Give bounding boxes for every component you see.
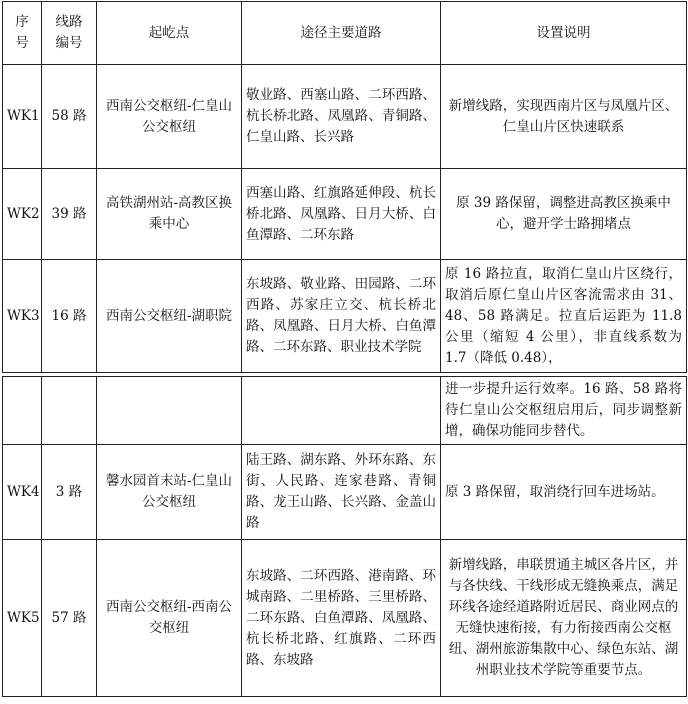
row-endpoints: 西南公交枢纽-西南公交枢纽 bbox=[97, 540, 242, 697]
row-roads: 西塞山路、红旗路延伸段、杭长桥北路、凤凰路、日月大桥、白鱼潭路、二环东路 bbox=[242, 169, 441, 260]
row-notes: 原 39 路保留，调整进高教区换乘中心，避开学士路拥堵点 bbox=[441, 169, 687, 260]
row-id: WK3 bbox=[3, 260, 42, 373]
table-header-row bbox=[3, 2, 687, 65]
table-row bbox=[3, 445, 687, 540]
row-roads: 敬业路、西塞山路、二环西路、杭长桥北路、凤凰路、青铜路、仁皇山路、长兴路 bbox=[242, 65, 441, 169]
header-endpoints: 起屹点 bbox=[97, 2, 242, 65]
header-line-code: 线路编号 bbox=[42, 2, 97, 65]
row-notes: 原 3 路保留，取消绕行回车进场站。 bbox=[441, 445, 687, 540]
header-seq: 序号 bbox=[3, 2, 42, 65]
row-endpoints: 高铁湖州站-高教区换乘中心 bbox=[97, 169, 242, 260]
row-id: WK5 bbox=[3, 540, 42, 697]
table-row bbox=[3, 169, 687, 260]
row-notes-continued: 进一步提升运行效率。16 路、58 路将待仁皇山公交枢纽启用后，同步调整新增，确保功能同步替代。 bbox=[441, 377, 687, 445]
row-line: 58 路 bbox=[42, 65, 97, 169]
row-id: WK2 bbox=[3, 169, 42, 260]
table-row bbox=[3, 540, 687, 697]
row-line: 39 路 bbox=[42, 169, 97, 260]
row-notes: 新增线路，串联贯通主城区各片区，并与各快线、干线形成无缝换乘点，满足环线各途经道路附近居民、商业网点的无缝快速衔接，有力衔接西南公交枢纽、湖州旅游集散中心、绿色东站、湖州职业技术学院等重要节点。 bbox=[441, 540, 687, 697]
row-id: WK1 bbox=[3, 65, 42, 169]
route-table-bottom bbox=[2, 376, 687, 697]
row-line: 57 路 bbox=[42, 540, 97, 697]
row-roads: 陆王路、湖东路、外环东路、东街、人民路、连家巷路、青铜路、龙王山路、长兴路、金盖山路 bbox=[242, 445, 441, 540]
row-notes: 原 16 路拉直，取消仁皇山片区绕行，取消后原仁皇山片区客流需求由 31、48、58 路满足。拉直后运距为 11.8 公里（缩短 4 公里），非直线系数为 1.7（降低 0.48）， bbox=[441, 260, 687, 373]
row-roads: 东坡路、敬业路、田园路、二环西路、苏家庄立交、杭长桥北路、凤凰路、日月大桥、白鱼潭路、二环东路、职业技术学院 bbox=[242, 260, 441, 373]
row-endpoints: 西南公交枢纽-湖职院 bbox=[97, 260, 242, 373]
header-notes: 设置说明 bbox=[441, 2, 687, 65]
row-id: WK4 bbox=[3, 445, 42, 540]
table-row-continued bbox=[3, 377, 687, 445]
row-endpoints: 西南公交枢纽-仁皇山公交枢纽 bbox=[97, 65, 242, 169]
row-notes: 新增线路，实现西南片区与凤凰片区、仁皇山片区快速联系 bbox=[441, 65, 687, 169]
table-row bbox=[3, 65, 687, 169]
header-roads: 途径主要道路 bbox=[242, 2, 441, 65]
row-line: 3 路 bbox=[42, 445, 97, 540]
row-roads: 东坡路、二环西路、港南路、环城南路、二里桥路、三里桥路、二环东路、白鱼潭路、凤凰路、杭长桥北路、红旗路、二环西路、东坡路 bbox=[242, 540, 441, 697]
table-row bbox=[3, 260, 687, 373]
route-table-top bbox=[2, 1, 687, 373]
row-line: 16 路 bbox=[42, 260, 97, 373]
row-endpoints: 馨水园首末站-仁皇山公交枢纽 bbox=[97, 445, 242, 540]
